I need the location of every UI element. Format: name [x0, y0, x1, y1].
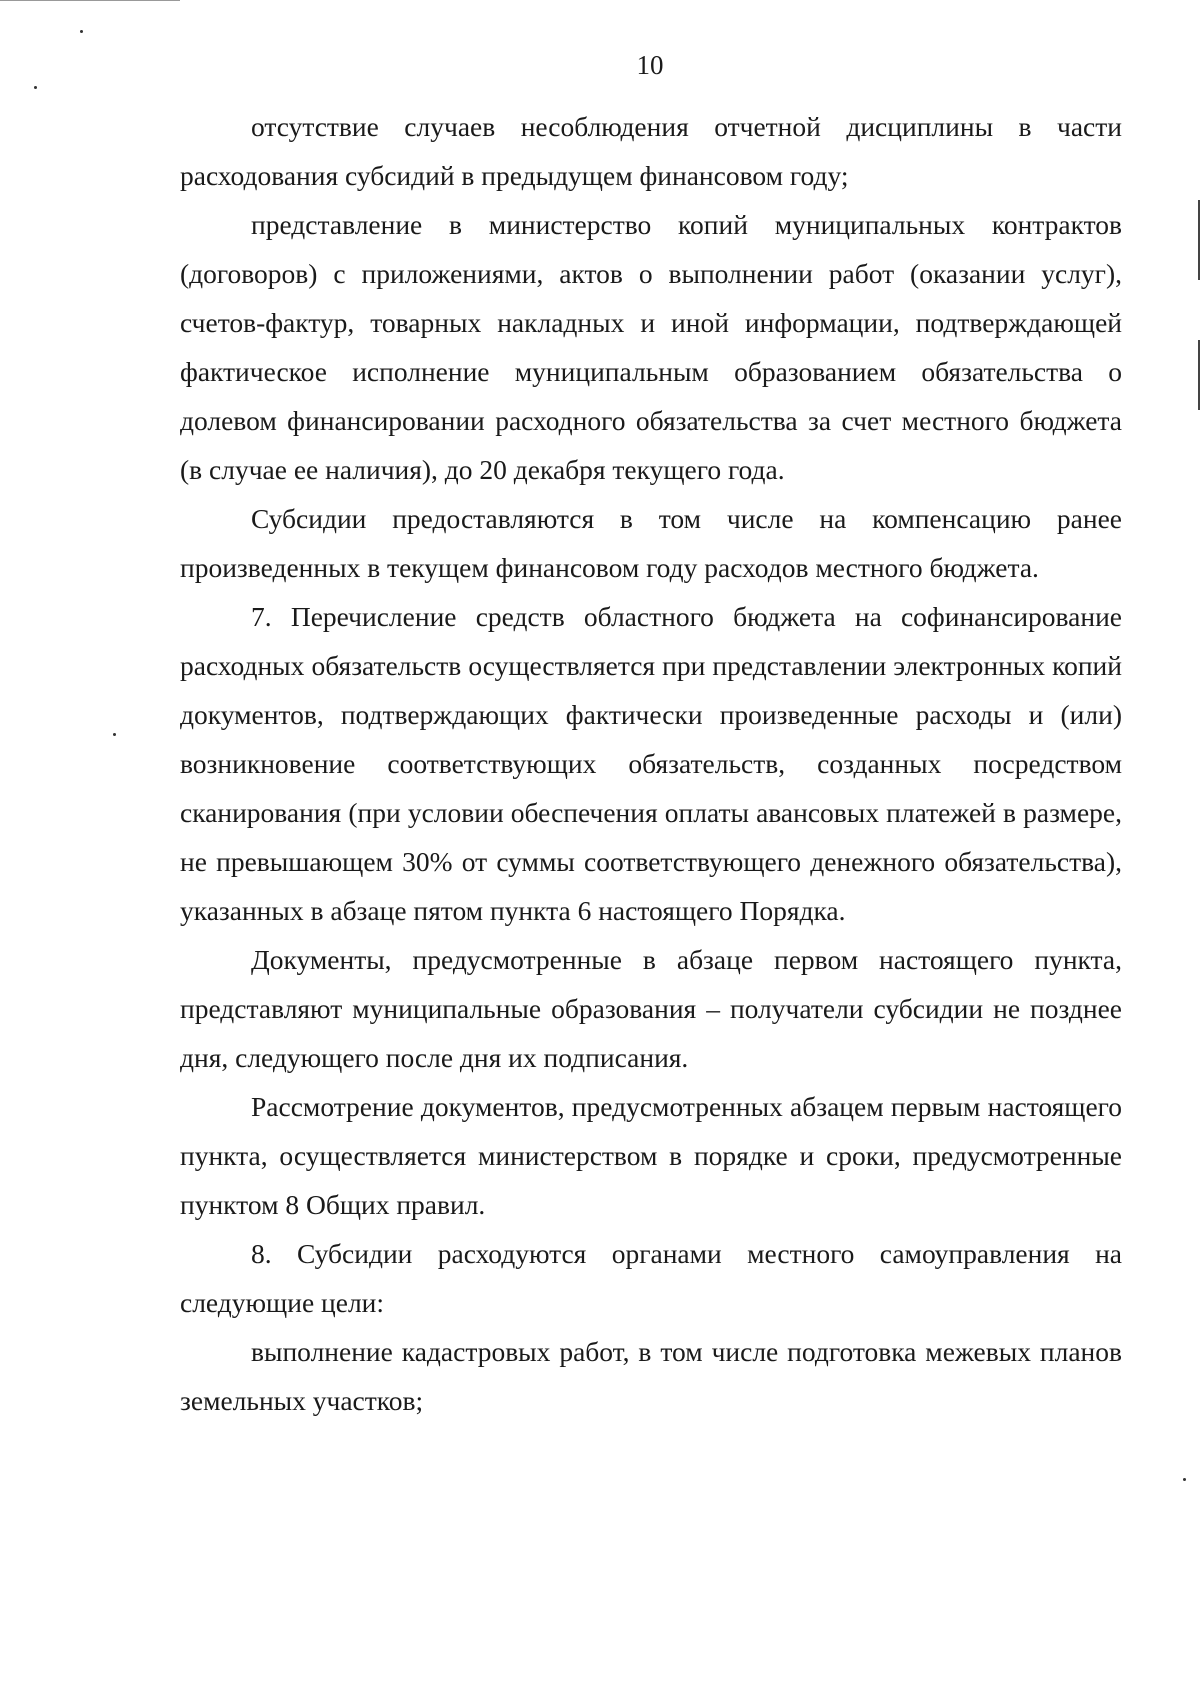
paragraph: Документы, предусмотренные в абзаце первом настоящего пункта, представляют муниципальные образования – получатели субсидии не позднее дня, следующего после дня их подписания.	[180, 944, 1122, 1073]
scan-speck	[113, 733, 116, 736]
scan-speck	[34, 86, 37, 89]
paragraph: Рассмотрение документов, предусмотренных абзацем первым настоящего пункта, осуществляется министерством в порядке и сроки, предусмотренные пунктом 8 Общих правил.	[180, 1091, 1122, 1220]
paragraph: 8. Субсидии расходуются органами местного самоуправления на следующие цели:	[180, 1238, 1122, 1318]
paragraph: выполнение кадастровых работ, в том числе подготовка межевых планов земельных участков;	[180, 1336, 1122, 1416]
scan-speck	[80, 30, 83, 33]
paragraph: 7. Перечисление средств областного бюджета на софинансирование расходных обязательств осуществляется при представлении электронных копий документов, подтверждающих фактически произведенные расходы и (или) возникновение соответствующих обязательств, созданных посредством сканирования (при условии обеспечения оплаты авансовых платежей в размере, не превышающем 30% от суммы соответствующего денежного обязательства), указанных в абзаце пятом пункта 6 настоящего Порядка.	[180, 601, 1122, 926]
page-number: 10	[636, 50, 664, 80]
paragraph: отсутствие случаев несоблюдения отчетной дисциплины в части расходования субсидий в предыдущем финансовом году;	[180, 111, 1122, 191]
scan-edge-line	[0, 0, 180, 1]
paragraph: Субсидии предоставляются в том числе на компенсацию ранее произведенных в текущем финансовом году расходов местного бюджета.	[180, 503, 1122, 583]
document-body	[180, 102, 1122, 1425]
paragraph: представление в министерство копий муниципальных контрактов (договоров) с приложениями, актов о выполнении работ (оказании услуг), счетов-фактур, товарных накладных и иной информации, подтверждающей фактическое исполнение муниципальным образованием обязательства о долевом финансировании расходного обязательства за счет местного бюджета (в случае ее наличия), до 20 декабря текущего года.	[180, 209, 1122, 485]
scan-speck	[1183, 1478, 1186, 1481]
